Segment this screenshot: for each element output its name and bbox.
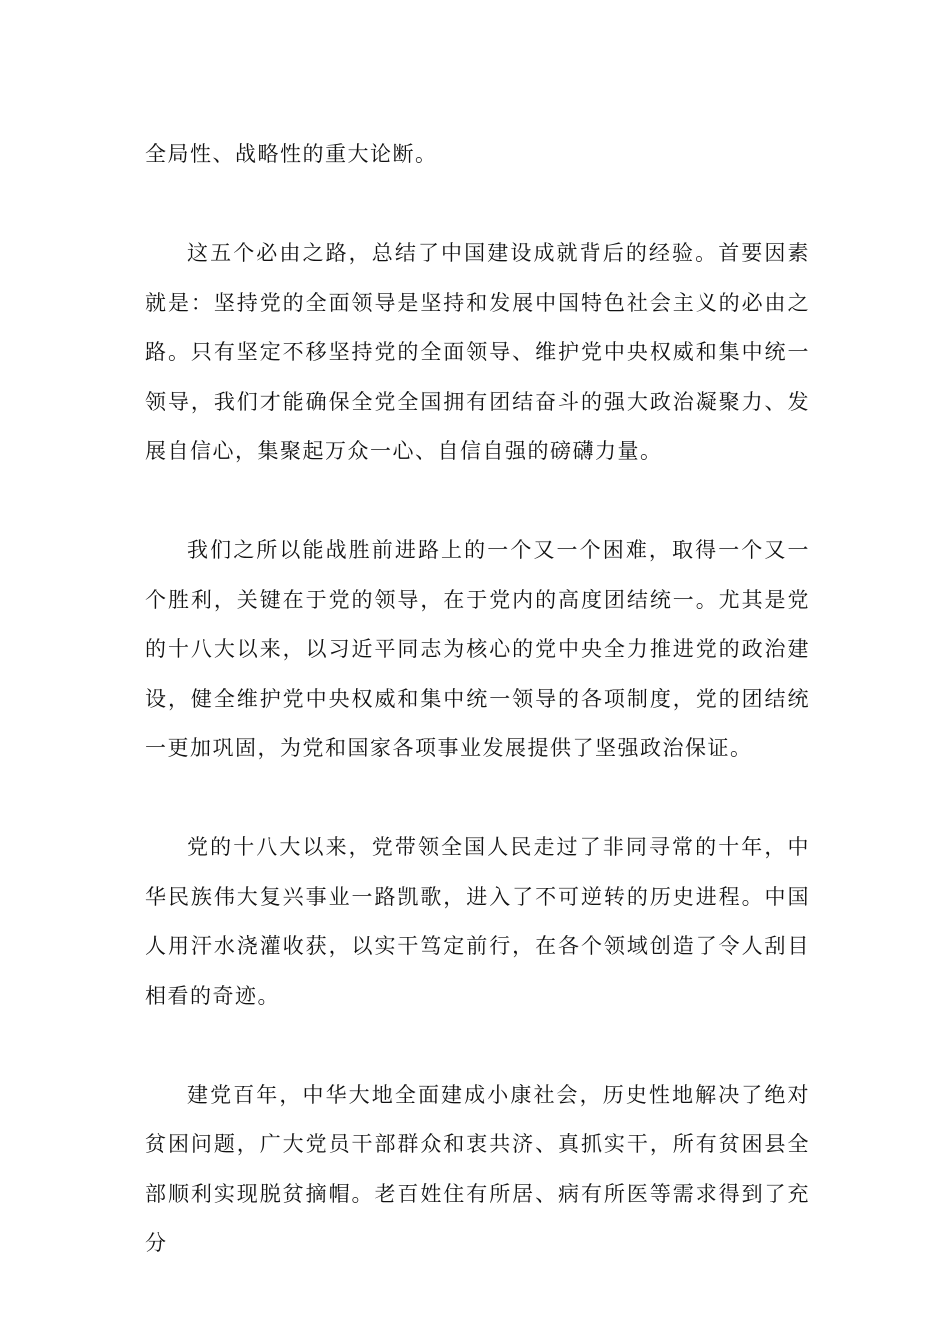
document-body bbox=[145, 130, 810, 1318]
paragraph-3: 我们之所以能战胜前进路上的一个又一个困难，取得一个又一个胜利，关键在于党的领导，在于党内的高度团结统一。尤其是党的十八大以来，以习近平同志为核心的党中央全力推进党的政治建设，健全维护党中央权威和集中统一领导的各项制度，党的团结统一更加巩固，为党和国家各项事业发展提供了坚强政治保证。 bbox=[145, 538, 810, 760]
paragraph-2: 这五个必由之路，总结了中国建设成就背后的经验。首要因素就是：坚持党的全面领导是坚持和发展中国特色社会主义的必由之路。只有坚定不移坚持党的全面领导、维护党中央权威和集中统一领导，我们才能确保全党全国拥有团结奋斗的强大政治凝聚力、发展自信心，集聚起万众一心、自信自强的磅礴力量。 bbox=[145, 241, 810, 463]
paragraph-1: 全局性、战略性的重大论断。 bbox=[145, 142, 438, 166]
paragraph-5: 建党百年，中华大地全面建成小康社会，历史性地解决了绝对贫困问题，广大党员干部群众和衷共济、真抓实干，所有贫困县全部顺利实现脱贫摘帽。老百姓住有所居、病有所医等需求得到了充分 bbox=[145, 1082, 810, 1255]
paragraph-4: 党的十八大以来，党带领全国人民走过了非同寻常的十年，中华民族伟大复兴事业一路凯歌，进入了不可逆转的历史进程。中国人用汗水浇灌收获，以实干笃定前行，在各个领域创造了令人刮目相看的奇迹。 bbox=[145, 835, 810, 1008]
